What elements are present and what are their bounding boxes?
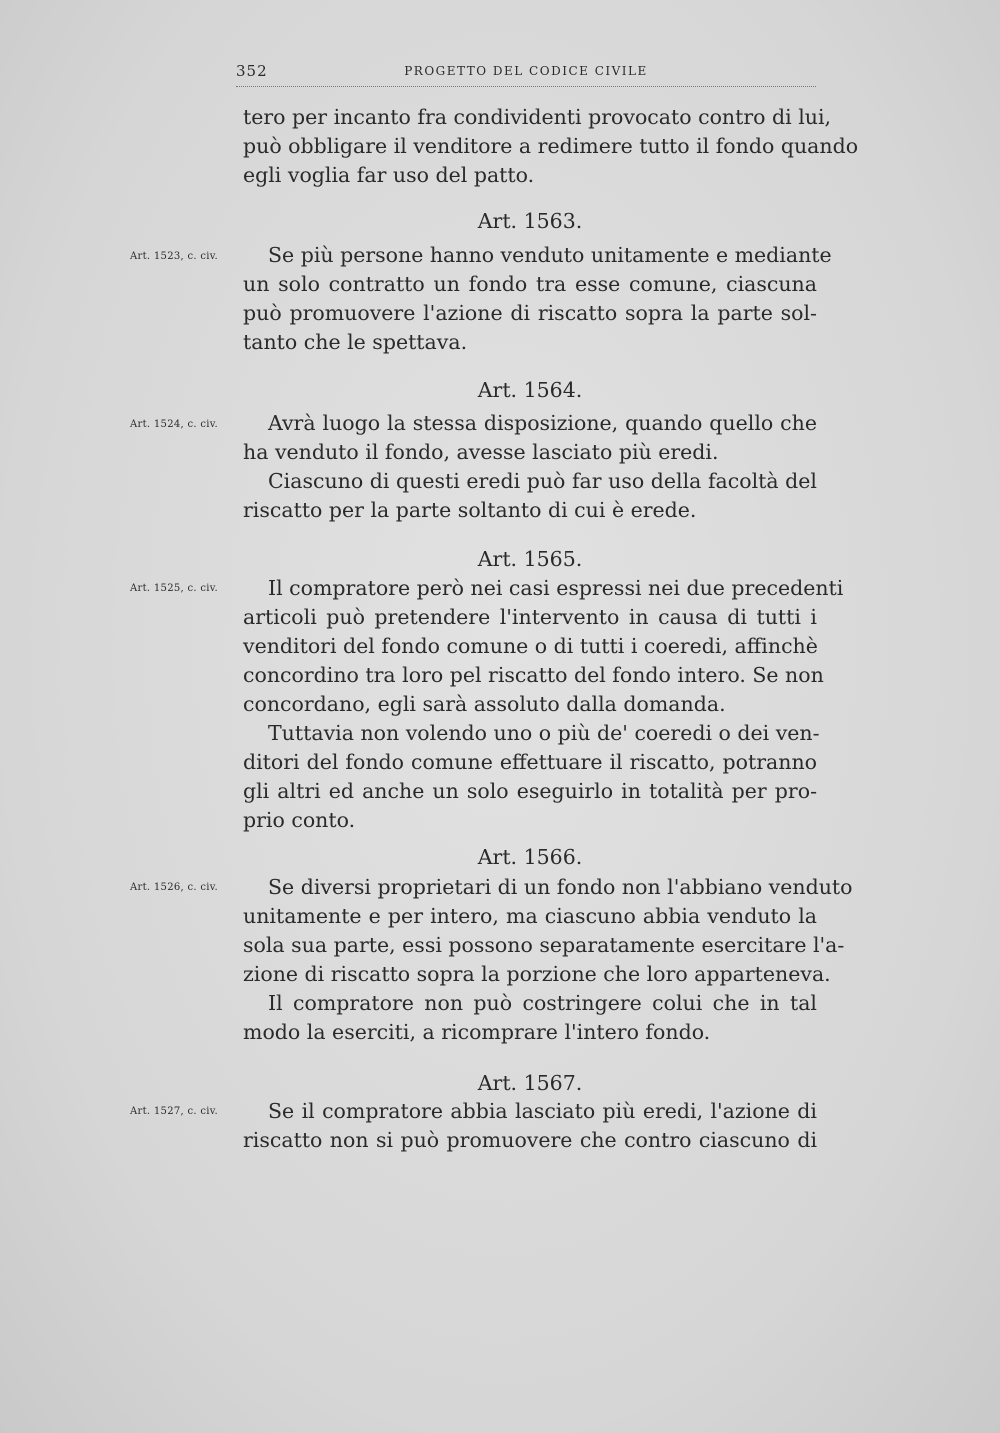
page-number: 352 xyxy=(236,62,268,80)
margin-reference: Art. 1524, c. civ. xyxy=(130,419,218,430)
text-line: Avrà luogo la stessa disposizione, quando quello che xyxy=(268,411,817,435)
intro-paragraph xyxy=(243,103,859,190)
text-line: sola sua parte, essi possono separatamente esercitare l'a- xyxy=(243,933,845,957)
page-header xyxy=(236,62,816,87)
article-body xyxy=(243,241,832,357)
margin-reference: Art. 1523, c. civ. xyxy=(130,251,218,262)
article-heading: Art. 1566. xyxy=(477,845,583,869)
article-heading: Art. 1563. xyxy=(477,209,583,233)
article-heading: Art. 1567. xyxy=(477,1071,583,1095)
text-line: un solo contratto un fondo tra esse comune, ciascuna xyxy=(243,272,817,296)
text-line: venditori del fondo comune o di tutti i coeredi, affinchè xyxy=(243,634,818,658)
article-heading: Art. 1565. xyxy=(477,547,583,571)
text-line: tero per incanto fra condividenti provocato contro di lui, xyxy=(243,105,832,129)
text-line: unitamente e per intero, ma ciascuno abbia venduto la xyxy=(243,904,817,928)
running-title: PROGETTO DEL CODICE CIVILE xyxy=(404,64,648,78)
text-line: ditori del fondo comune effettuare il riscatto, potranno xyxy=(243,750,817,774)
text-line: può obbligare il venditore a redimere tutto il fondo quando xyxy=(243,134,859,158)
text-line: riscatto per la parte soltanto di cui è erede. xyxy=(243,498,697,522)
text-line: Il compratore però nei casi espressi nei due precedenti xyxy=(268,576,844,600)
text-line: Se più persone hanno venduto unitamente e mediante xyxy=(268,243,832,267)
article-body xyxy=(243,1097,817,1155)
text-line: concordano, egli sarà assoluto dalla domanda. xyxy=(243,692,726,716)
text-line: Se diversi proprietari di un fondo non l'abbiano venduto xyxy=(268,875,853,899)
article-body xyxy=(243,574,844,835)
article-heading: Art. 1564. xyxy=(477,378,583,402)
article-body xyxy=(243,873,853,1047)
margin-reference: Art. 1526, c. civ. xyxy=(130,882,218,893)
text-line: zione di riscatto sopra la porzione che loro apparteneva. xyxy=(243,962,831,986)
margin-reference: Art. 1525, c. civ. xyxy=(130,583,218,594)
text-line: prio conto. xyxy=(243,808,356,832)
text-line: egli voglia far uso del patto. xyxy=(243,163,535,187)
text-line: riscatto non si può promuovere che contro ciascuno di xyxy=(243,1128,817,1152)
text-line: articoli può pretendere l'intervento in causa di tutti i xyxy=(243,605,817,629)
text-line: tanto che le spettava. xyxy=(243,330,468,354)
text-line: Se il compratore abbia lasciato più eredi, l'azione di xyxy=(268,1099,817,1123)
text-line: ha venduto il fondo, avesse lasciato più eredi. xyxy=(243,440,719,464)
article-body xyxy=(243,409,817,525)
text-line: concordino tra loro pel riscatto del fondo intero. Se non xyxy=(243,663,824,687)
text-line: Tuttavia non volendo uno o più de' coeredi o dei ven- xyxy=(268,721,820,745)
text-line: Il compratore non può costringere colui che in tal xyxy=(268,991,817,1015)
text-line: modo la eserciti, a ricomprare l'intero fondo. xyxy=(243,1020,711,1044)
text-line: gli altri ed anche un solo eseguirlo in totalità per pro- xyxy=(243,779,817,803)
text-line: può promuovere l'azione di riscatto sopra la parte sol- xyxy=(243,301,817,325)
margin-reference: Art. 1527, c. civ. xyxy=(130,1106,218,1117)
text-line: Ciascuno di questi eredi può far uso della facoltà del xyxy=(268,469,817,493)
